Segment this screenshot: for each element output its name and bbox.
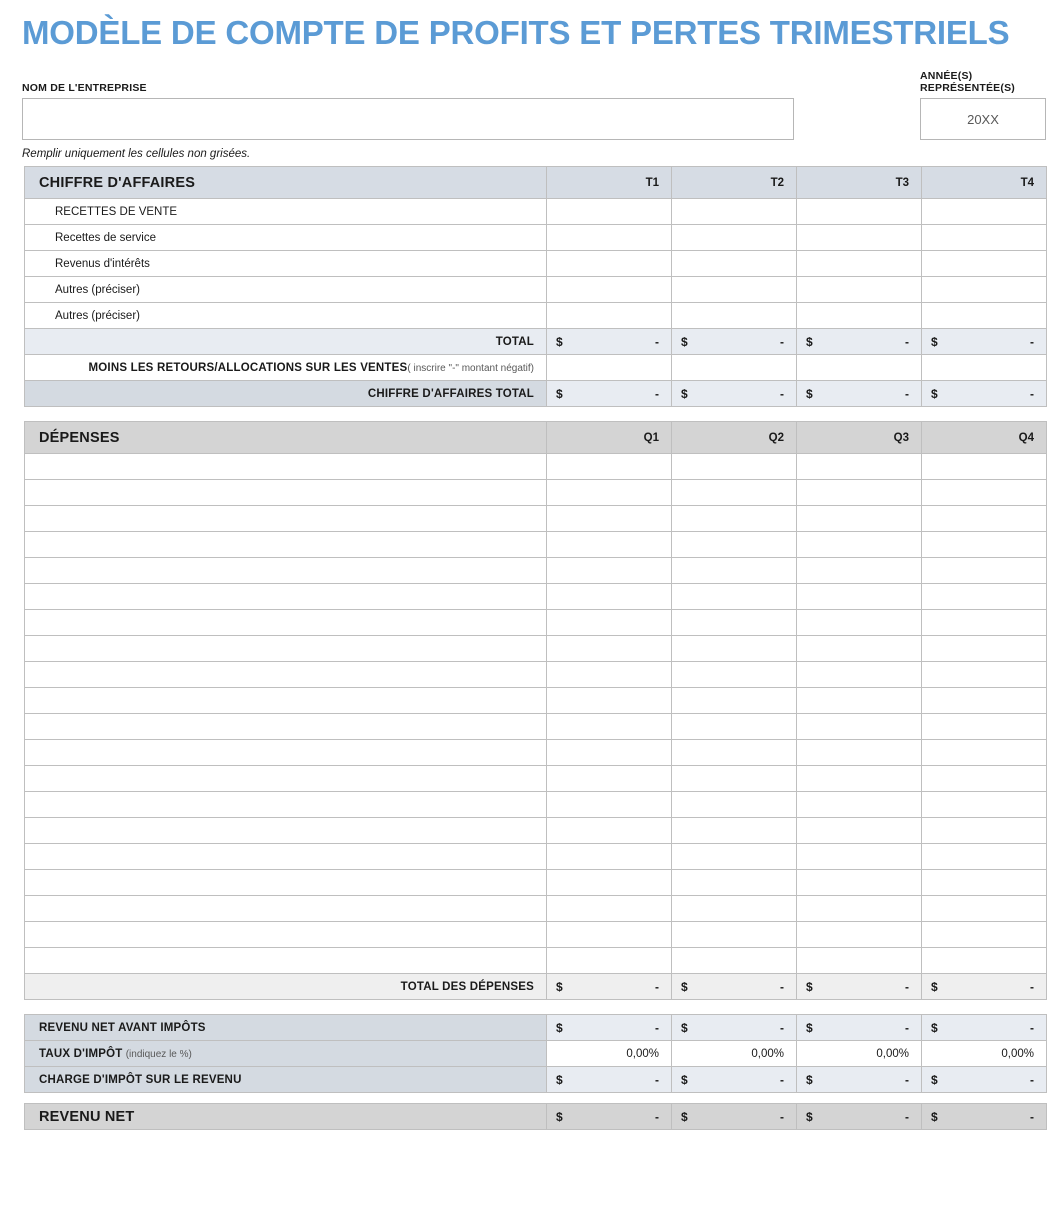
currency-symbol: $ xyxy=(931,979,938,994)
currency-symbol: $ xyxy=(556,386,563,401)
expenses-input-cell[interactable] xyxy=(797,844,922,870)
revenue-row-label: Recettes de service xyxy=(55,231,156,244)
currency-symbol: $ xyxy=(931,1109,938,1124)
revenue-input-cell[interactable] xyxy=(547,225,672,251)
expenses-total-label: TOTAL DES DÉPENSES xyxy=(400,980,534,993)
table-row xyxy=(25,870,1047,896)
revenue-returns-input-cell[interactable] xyxy=(797,355,922,381)
page-title: MODÈLE DE COMPTE DE PROFITS ET PERTES TRIMESTRIELS xyxy=(22,14,1010,51)
amount-value: - xyxy=(1030,979,1034,994)
expenses-col-header-q4: Q4 xyxy=(922,422,1047,454)
net-income-value-q1 xyxy=(547,1104,672,1130)
expenses-row-label-cell[interactable] xyxy=(25,532,547,558)
table-row xyxy=(25,303,1047,329)
expenses-row-label-cell[interactable] xyxy=(25,896,547,922)
revenue-total-label-cell xyxy=(25,329,547,355)
revenue-net-value-t3 xyxy=(797,381,922,407)
expenses-row-label-cell[interactable] xyxy=(25,844,547,870)
revenue-input-cell[interactable] xyxy=(547,277,672,303)
tax-rate-input-q1[interactable] xyxy=(547,1041,672,1067)
expenses-row-label-cell[interactable] xyxy=(25,740,547,766)
expenses-table xyxy=(24,421,1047,1000)
currency-symbol: $ xyxy=(556,1020,563,1035)
revenue-table xyxy=(24,166,1047,407)
expenses-input-cell[interactable] xyxy=(672,610,797,636)
table-row xyxy=(25,506,1047,532)
expenses-row-label-cell[interactable] xyxy=(25,662,547,688)
table-row xyxy=(25,199,1047,225)
net-income-label: REVENU NET xyxy=(39,1108,135,1125)
expenses-input-cell[interactable] xyxy=(922,818,1047,844)
expenses-input-cell[interactable] xyxy=(797,792,922,818)
expenses-input-cell[interactable] xyxy=(797,766,922,792)
expenses-section-title: DÉPENSES xyxy=(39,429,120,446)
revenue-input-cell[interactable] xyxy=(547,303,672,329)
revenue-net-value-t2 xyxy=(672,381,797,407)
revenue-input-cell[interactable] xyxy=(797,251,922,277)
revenue-input-cell[interactable] xyxy=(797,225,922,251)
revenue-row-label-cell xyxy=(25,225,547,251)
expenses-input-cell[interactable] xyxy=(922,740,1047,766)
expenses-input-cell[interactable] xyxy=(922,688,1047,714)
expenses-input-cell[interactable] xyxy=(547,532,672,558)
expenses-input-cell[interactable] xyxy=(547,480,672,506)
tax-charge-label: CHARGE D'IMPÔT SUR LE REVENU xyxy=(39,1073,242,1086)
expenses-input-cell[interactable] xyxy=(922,922,1047,948)
expenses-input-cell[interactable] xyxy=(547,454,672,480)
revenue-row-label: Autres (préciser) xyxy=(55,283,140,296)
expenses-input-cell[interactable] xyxy=(922,896,1047,922)
amount-value: - xyxy=(905,386,909,401)
currency-symbol: $ xyxy=(556,334,563,349)
net-income-value-q2 xyxy=(672,1104,797,1130)
expenses-input-cell[interactable] xyxy=(797,896,922,922)
company-name-label: NOM DE L'ENTREPRISE xyxy=(22,82,147,94)
table-row xyxy=(25,740,1047,766)
amount-value: - xyxy=(905,979,909,994)
expenses-input-cell[interactable] xyxy=(922,844,1047,870)
currency-symbol: $ xyxy=(806,1020,813,1035)
expenses-input-cell[interactable] xyxy=(547,896,672,922)
revenue-net-value-t1 xyxy=(547,381,672,407)
amount-value: - xyxy=(655,1020,659,1035)
revenue-input-cell[interactable] xyxy=(922,225,1047,251)
pretax-income-value-q4 xyxy=(922,1015,1047,1041)
expenses-input-cell[interactable] xyxy=(672,454,797,480)
revenue-section-title: CHIFFRE D'AFFAIRES xyxy=(39,174,196,191)
revenue-total-value-t4 xyxy=(922,329,1047,355)
revenue-col-header-t1: T1 xyxy=(547,167,672,199)
section-spacer-3 xyxy=(12,1093,1046,1103)
revenue-input-cell[interactable] xyxy=(547,199,672,225)
expenses-input-cell[interactable] xyxy=(672,740,797,766)
currency-symbol: $ xyxy=(931,1072,938,1087)
table-row xyxy=(25,558,1047,584)
expenses-input-cell[interactable] xyxy=(922,558,1047,584)
tax-charge-label-cell xyxy=(25,1067,547,1093)
expenses-input-cell[interactable] xyxy=(672,480,797,506)
table-row xyxy=(25,636,1047,662)
expenses-input-cell[interactable] xyxy=(797,636,922,662)
expenses-input-cell[interactable] xyxy=(797,584,922,610)
table-row xyxy=(25,896,1047,922)
expenses-input-cell[interactable] xyxy=(797,532,922,558)
expenses-row-label-cell[interactable] xyxy=(25,818,547,844)
expenses-total-row xyxy=(25,974,1047,1000)
expenses-input-cell[interactable] xyxy=(547,714,672,740)
expenses-input-cell[interactable] xyxy=(672,636,797,662)
expenses-section-title-cell xyxy=(25,422,547,454)
expenses-input-cell[interactable] xyxy=(922,454,1047,480)
revenue-section-title-cell xyxy=(25,167,547,199)
tax-rate-input-q2[interactable] xyxy=(672,1041,797,1067)
pretax-income-value-q1 xyxy=(547,1015,672,1041)
expenses-col-header-q2: Q2 xyxy=(672,422,797,454)
amount-value: - xyxy=(780,386,784,401)
expenses-input-cell[interactable] xyxy=(922,766,1047,792)
tax-rate-input-q3[interactable] xyxy=(797,1041,922,1067)
expenses-input-cell[interactable] xyxy=(922,662,1047,688)
revenue-net-row xyxy=(25,381,1047,407)
tax-rate-value: 0,00% xyxy=(1001,1047,1034,1060)
expenses-row-label-cell[interactable] xyxy=(25,636,547,662)
expenses-row-label-cell[interactable] xyxy=(25,610,547,636)
table-row xyxy=(25,662,1047,688)
revenue-total-label: TOTAL xyxy=(495,335,534,348)
pretax-income-label-cell xyxy=(25,1015,547,1041)
amount-value: - xyxy=(1030,1109,1034,1124)
pretax-income-row xyxy=(25,1015,1047,1041)
revenue-total-value-t3 xyxy=(797,329,922,355)
amount-value: - xyxy=(1030,386,1034,401)
expenses-input-cell[interactable] xyxy=(547,610,672,636)
net-income-table xyxy=(24,1103,1047,1130)
expenses-input-cell[interactable] xyxy=(547,558,672,584)
table-row xyxy=(25,610,1047,636)
currency-symbol: $ xyxy=(681,979,688,994)
expenses-row-label-cell[interactable] xyxy=(25,766,547,792)
expenses-input-cell[interactable] xyxy=(922,870,1047,896)
revenue-input-cell[interactable] xyxy=(672,251,797,277)
expenses-row-label-cell[interactable] xyxy=(25,792,547,818)
expenses-input-cell[interactable] xyxy=(797,610,922,636)
expenses-header-row xyxy=(25,422,1047,454)
tax-rate-value: 0,00% xyxy=(626,1047,659,1060)
table-row xyxy=(25,844,1047,870)
amount-value: - xyxy=(780,1020,784,1035)
table-row xyxy=(25,792,1047,818)
amount-value: - xyxy=(905,1020,909,1035)
expenses-row-label-cell[interactable] xyxy=(25,454,547,480)
revenue-net-label-cell xyxy=(25,381,547,407)
year-block xyxy=(920,70,1046,140)
expenses-input-cell[interactable] xyxy=(547,662,672,688)
table-row xyxy=(25,532,1047,558)
currency-symbol: $ xyxy=(931,386,938,401)
expenses-input-cell[interactable] xyxy=(547,844,672,870)
expenses-input-cell[interactable] xyxy=(797,480,922,506)
amount-value: - xyxy=(905,1072,909,1087)
amount-value: - xyxy=(1030,1020,1034,1035)
revenue-input-cell[interactable] xyxy=(672,277,797,303)
expenses-input-cell[interactable] xyxy=(797,818,922,844)
expenses-input-cell[interactable] xyxy=(672,558,797,584)
expenses-input-cell[interactable] xyxy=(547,766,672,792)
currency-symbol: $ xyxy=(681,1020,688,1035)
revenue-total-row xyxy=(25,329,1047,355)
currency-symbol: $ xyxy=(556,1109,563,1124)
amount-value: - xyxy=(655,1109,659,1124)
table-row xyxy=(25,766,1047,792)
company-name-input[interactable] xyxy=(22,98,794,140)
expenses-row-label-cell[interactable] xyxy=(25,922,547,948)
expenses-input-cell[interactable] xyxy=(922,480,1047,506)
revenue-input-cell[interactable] xyxy=(672,199,797,225)
expenses-input-cell[interactable] xyxy=(547,870,672,896)
expenses-row-label-cell[interactable] xyxy=(25,714,547,740)
revenue-row-label: Revenus d'intérêts xyxy=(55,257,150,270)
expenses-total-label-cell xyxy=(25,974,547,1000)
table-row xyxy=(25,225,1047,251)
revenue-net-label: CHIFFRE D'AFFAIRES TOTAL xyxy=(367,387,534,400)
table-row xyxy=(25,948,1047,974)
expenses-input-cell[interactable] xyxy=(672,662,797,688)
amount-value: - xyxy=(1030,334,1034,349)
revenue-returns-input-cell[interactable] xyxy=(672,355,797,381)
expenses-input-cell[interactable] xyxy=(672,896,797,922)
tax-rate-label-cell xyxy=(25,1041,547,1067)
revenue-row-label-cell xyxy=(25,199,547,225)
expenses-input-cell[interactable] xyxy=(672,922,797,948)
amount-value: - xyxy=(780,979,784,994)
revenue-returns-note: ( inscrire "-" montant négatif) xyxy=(407,362,534,374)
expenses-input-cell[interactable] xyxy=(672,506,797,532)
expenses-input-cell[interactable] xyxy=(922,610,1047,636)
revenue-header-row xyxy=(25,167,1047,199)
expenses-input-cell[interactable] xyxy=(672,766,797,792)
revenue-returns-row xyxy=(25,355,1047,381)
currency-symbol: $ xyxy=(681,1109,688,1124)
expenses-row-label-cell[interactable] xyxy=(25,480,547,506)
expenses-input-cell[interactable] xyxy=(672,948,797,974)
currency-symbol: $ xyxy=(806,386,813,401)
tax-rate-value: 0,00% xyxy=(751,1047,784,1060)
year-label: ANNÉE(S) REPRÉSENTÉE(S) xyxy=(920,70,1015,94)
expenses-input-cell[interactable] xyxy=(797,922,922,948)
fill-instructions-note: Remplir uniquement les cellules non grisées. xyxy=(22,148,251,160)
expenses-input-cell[interactable] xyxy=(547,688,672,714)
expenses-input-cell[interactable] xyxy=(547,818,672,844)
year-input[interactable]: 20XX xyxy=(920,98,1046,140)
revenue-row-label-cell xyxy=(25,251,547,277)
tax-charge-value-q4 xyxy=(922,1067,1047,1093)
revenue-input-cell[interactable] xyxy=(922,303,1047,329)
expenses-total-value-q4 xyxy=(922,974,1047,1000)
expenses-input-cell[interactable] xyxy=(672,844,797,870)
revenue-input-cell[interactable] xyxy=(797,199,922,225)
revenue-input-cell[interactable] xyxy=(922,277,1047,303)
revenue-returns-input-cell[interactable] xyxy=(922,355,1047,381)
table-row xyxy=(25,818,1047,844)
expenses-input-cell[interactable] xyxy=(797,948,922,974)
revenue-row-label-cell xyxy=(25,277,547,303)
pretax-income-value-q3 xyxy=(797,1015,922,1041)
expenses-total-value-q1 xyxy=(547,974,672,1000)
table-row xyxy=(25,251,1047,277)
amount-value: - xyxy=(655,386,659,401)
section-spacer-2 xyxy=(12,1000,1046,1014)
revenue-returns-label: MOINS LES RETOURS/ALLOCATIONS SUR LES VENTES xyxy=(88,361,408,374)
expenses-input-cell[interactable] xyxy=(672,688,797,714)
section-spacer xyxy=(12,407,1046,421)
tax-rate-note: (indiquez le %) xyxy=(125,1048,192,1060)
amount-value: - xyxy=(1030,1072,1034,1087)
header-meta-row xyxy=(12,56,1046,140)
amount-value: - xyxy=(655,979,659,994)
table-row xyxy=(25,277,1047,303)
expenses-input-cell[interactable] xyxy=(797,454,922,480)
revenue-input-cell[interactable] xyxy=(797,303,922,329)
expenses-input-cell[interactable] xyxy=(547,636,672,662)
revenue-input-cell[interactable] xyxy=(672,303,797,329)
currency-symbol: $ xyxy=(931,1020,938,1035)
net-income-value-q4 xyxy=(922,1104,1047,1130)
table-row xyxy=(25,688,1047,714)
currency-symbol: $ xyxy=(806,1109,813,1124)
expenses-total-value-q2 xyxy=(672,974,797,1000)
expenses-input-cell[interactable] xyxy=(922,532,1047,558)
revenue-input-cell[interactable] xyxy=(547,251,672,277)
expenses-row-label-cell[interactable] xyxy=(25,688,547,714)
expenses-input-cell[interactable] xyxy=(797,870,922,896)
expenses-input-cell[interactable] xyxy=(672,714,797,740)
expenses-input-cell[interactable] xyxy=(672,584,797,610)
summary-table xyxy=(24,1014,1047,1093)
tax-rate-label: TAUX D'IMPÔT xyxy=(39,1047,123,1060)
expenses-row-label-cell[interactable] xyxy=(25,584,547,610)
expenses-input-cell[interactable] xyxy=(922,584,1047,610)
revenue-row-label: RECETTES DE VENTE xyxy=(55,205,178,218)
amount-value: - xyxy=(780,1109,784,1124)
revenue-col-header-t4: T4 xyxy=(922,167,1047,199)
expenses-input-cell[interactable] xyxy=(797,662,922,688)
expenses-input-cell[interactable] xyxy=(922,792,1047,818)
expenses-row-label-cell[interactable] xyxy=(25,506,547,532)
expenses-row-label-cell[interactable] xyxy=(25,948,547,974)
currency-symbol: $ xyxy=(931,334,938,349)
net-income-label-cell xyxy=(25,1104,547,1130)
currency-symbol: $ xyxy=(806,1072,813,1087)
table-row xyxy=(25,714,1047,740)
tax-charge-value-q3 xyxy=(797,1067,922,1093)
expenses-input-cell[interactable] xyxy=(547,506,672,532)
tax-charge-value-q2 xyxy=(672,1067,797,1093)
currency-symbol: $ xyxy=(806,334,813,349)
revenue-total-value-t1 xyxy=(547,329,672,355)
table-row xyxy=(25,454,1047,480)
expenses-input-cell[interactable] xyxy=(797,506,922,532)
expenses-row-label-cell[interactable] xyxy=(25,870,547,896)
currency-symbol: $ xyxy=(556,979,563,994)
currency-symbol: $ xyxy=(681,386,688,401)
expenses-input-cell[interactable] xyxy=(672,532,797,558)
tax-rate-row xyxy=(25,1041,1047,1067)
expenses-input-cell[interactable] xyxy=(797,558,922,584)
currency-symbol: $ xyxy=(681,1072,688,1087)
pretax-income-value-q2 xyxy=(672,1015,797,1041)
currency-symbol: $ xyxy=(556,1072,563,1087)
amount-value: - xyxy=(905,1109,909,1124)
revenue-row-label-cell xyxy=(25,303,547,329)
expenses-input-cell[interactable] xyxy=(922,714,1047,740)
tax-rate-input-q4[interactable] xyxy=(922,1041,1047,1067)
revenue-col-header-t3: T3 xyxy=(797,167,922,199)
expenses-col-header-q1: Q1 xyxy=(547,422,672,454)
pretax-income-label: REVENU NET AVANT IMPÔTS xyxy=(39,1021,206,1034)
expenses-total-value-q3 xyxy=(797,974,922,1000)
revenue-row-label: Autres (préciser) xyxy=(55,309,140,322)
revenue-input-cell[interactable] xyxy=(672,225,797,251)
expenses-input-cell[interactable] xyxy=(797,740,922,766)
net-income-value-q3 xyxy=(797,1104,922,1130)
table-row xyxy=(25,480,1047,506)
revenue-total-value-t2 xyxy=(672,329,797,355)
expenses-input-cell[interactable] xyxy=(797,714,922,740)
expenses-input-cell[interactable] xyxy=(547,584,672,610)
currency-symbol: $ xyxy=(681,334,688,349)
revenue-input-cell[interactable] xyxy=(922,251,1047,277)
tax-charge-row xyxy=(25,1067,1047,1093)
amount-value: - xyxy=(780,1072,784,1087)
tax-charge-value-q1 xyxy=(547,1067,672,1093)
expenses-input-cell[interactable] xyxy=(922,506,1047,532)
revenue-col-header-t2: T2 xyxy=(672,167,797,199)
revenue-input-cell[interactable] xyxy=(797,277,922,303)
currency-symbol: $ xyxy=(806,979,813,994)
expenses-row-label-cell[interactable] xyxy=(25,558,547,584)
expenses-input-cell[interactable] xyxy=(547,948,672,974)
table-row xyxy=(25,584,1047,610)
expenses-col-header-q3: Q3 xyxy=(797,422,922,454)
expenses-input-cell[interactable] xyxy=(797,688,922,714)
expenses-input-cell[interactable] xyxy=(922,636,1047,662)
amount-value: - xyxy=(780,334,784,349)
tax-rate-value: 0,00% xyxy=(876,1047,909,1060)
revenue-input-cell[interactable] xyxy=(922,199,1047,225)
amount-value: - xyxy=(655,334,659,349)
net-income-row xyxy=(25,1104,1047,1130)
revenue-returns-input-cell[interactable] xyxy=(547,355,672,381)
revenue-returns-label-cell xyxy=(25,355,547,381)
expenses-input-cell[interactable] xyxy=(922,948,1047,974)
expenses-input-cell[interactable] xyxy=(547,922,672,948)
expenses-input-cell[interactable] xyxy=(672,870,797,896)
company-name-block xyxy=(22,82,794,140)
amount-value: - xyxy=(655,1072,659,1087)
expenses-input-cell[interactable] xyxy=(672,792,797,818)
expenses-input-cell[interactable] xyxy=(547,792,672,818)
revenue-net-value-t4 xyxy=(922,381,1047,407)
expenses-input-cell[interactable] xyxy=(672,818,797,844)
amount-value: - xyxy=(905,334,909,349)
expenses-input-cell[interactable] xyxy=(547,740,672,766)
table-row xyxy=(25,922,1047,948)
